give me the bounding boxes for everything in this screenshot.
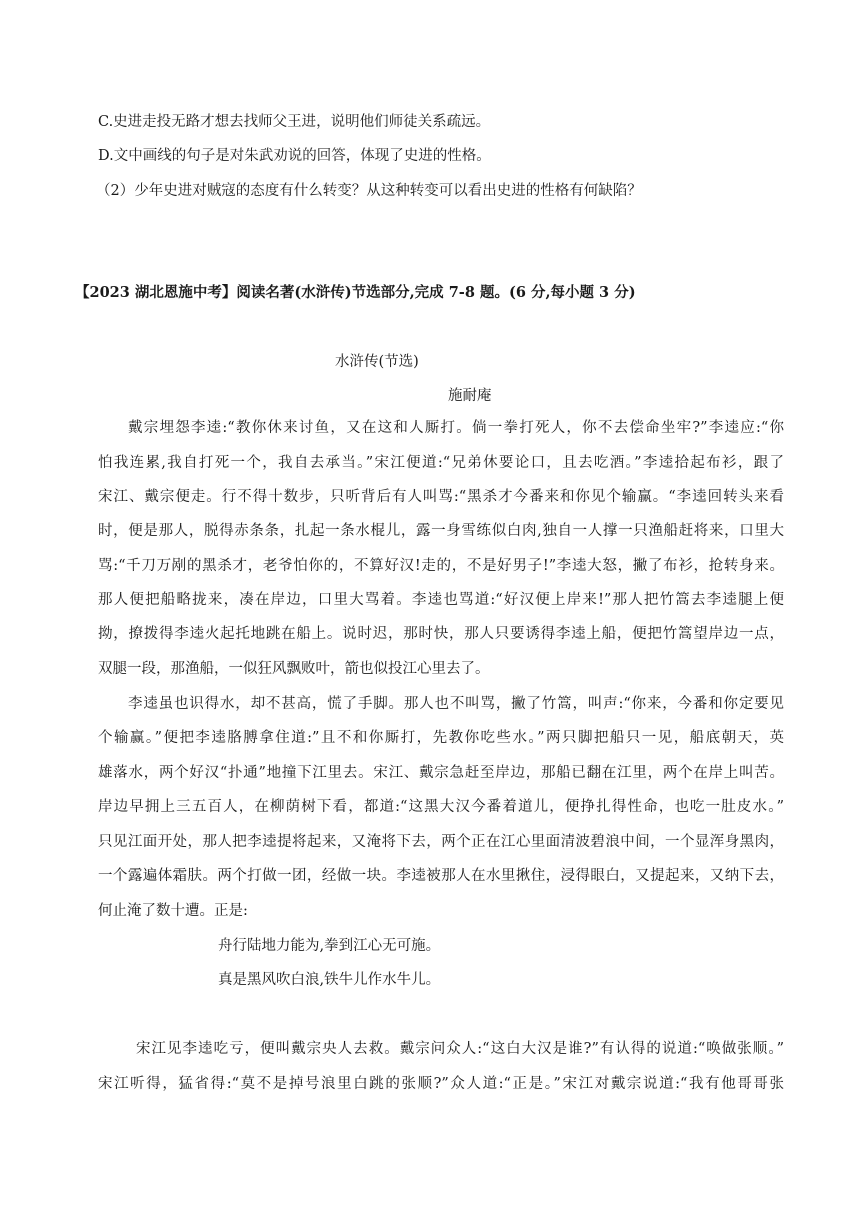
poem-line: 真是黑风吹白浪,铁牛儿作水牛儿。 — [218, 972, 441, 988]
para1-line: 怕我连累,我自打死一个，我自去承当。”宋江便道:“兄弟休要论口，且去吃酒。”李逵拾起布衫，跟了 — [98, 455, 784, 471]
para2-line: 何止淹了数十遭。正是: — [98, 903, 248, 919]
passage-author: 施耐庵 — [448, 388, 492, 404]
para1-line: 那人便把船略拢来，凑在岸边，口里大骂着。李逵也骂道:“好汉便上岸来!”那人把竹篙去李逵腿上便 — [98, 592, 784, 608]
para2-line: 李逵虽也识得水，却不甚高，慌了手脚。那人也不叫骂，撇了竹篙，叫声:“你来，今番和你定要见 — [128, 696, 784, 712]
para2-line: 岸边早拥上三五百人，在柳荫树下看，都道:“这黑大汉今番着道儿，便挣扎得性命，也吃一肚皮水。” — [98, 799, 784, 815]
section-heading: 【2023 湖北恩施中考】阅读名著(水浒传)节选部分,完成 7-8 题。(6 分,每小题 3 分) — [75, 284, 636, 301]
para1-line: 戴宗埋怨李逵:“教你休来讨鱼，又在这和人厮打。倘一拳打死人，你不去偿命坐牢?”李逵应:“你 — [128, 420, 784, 436]
para2-line: 雄落水，两个好汉“扑通”地撞下江里去。宋江、戴宗急赶至岸边，那船已翻在江里，两个在岸上叫苦。 — [98, 765, 784, 781]
passage-title: 水浒传(节选) — [335, 354, 419, 370]
question-2: （2）少年史进对贼寇的态度有什么转变？从这种转变可以看出史进的性格有何缺陷？ — [96, 183, 642, 199]
para2-line: 个输赢。”便把李逵胳膊拿住道:”且不和你厮打，先教你吃些水。”两只脚把船只一见，船底朝天，英 — [98, 730, 784, 746]
para1-line: 骂:“千刀万剐的黑杀才，老爷怕你的，不算好汉!走的，不是好男子!”李逵大怒，撇了布衫，抢转身来。 — [98, 558, 784, 574]
para2-line: 一个露遍体霜肤。两个打做一团，经做一块。李逵被那人在水里揪住，浸得眼白，又提起来，又纳下去， — [98, 868, 784, 884]
para1-line: 宋江、戴宗便走。行不得十数步，只听背后有人叫骂:“黑杀才今番来和你见个输赢。“李逵回转头来看 — [98, 489, 784, 505]
para1-line: 拗，撩拨得李逵火起托地跳在船上。说时迟，那时快，那人只要诱得李逵上船，便把竹篙望岸边一点， — [98, 626, 784, 642]
para1-line: 时，便是那人，脱得赤条条，扎起一条水棍儿，露一身雪练似白肉,独自一人撑一只渔船赶将来，口里大 — [98, 523, 784, 539]
option-d: D.文中画线的句子是对朱武劝说的回答，体现了史进的性格。 — [98, 148, 491, 164]
para3-line: 宋江听得，猛省得:“莫不是掉号浪里白跳的张顺?”众人道:“正是。”宋江对戴宗说道:“我有他哥哥张 — [98, 1076, 784, 1092]
para2-line: 只见江面开处，那人把李逵提将起来，又淹将下去，两个正在江心里面清波碧浪中间，一个显浑身黑肉， — [98, 834, 784, 850]
poem-line: 舟行陆地力能为,拳到江心无可施。 — [218, 938, 441, 954]
para1-line: 双腿一段，那渔船，一似狂风飘败叶，箭也似投江心里去了。 — [98, 661, 490, 677]
option-c: C.史进走投无路才想去找师父王进，说明他们师徒关系疏远。 — [98, 114, 491, 130]
para3-line: 宋江见李逵吃亏，便叫戴宗央人去救。戴宗问众人:“这白大汉是谁?”有认得的说道:“唤做张顺。” — [136, 1041, 784, 1057]
